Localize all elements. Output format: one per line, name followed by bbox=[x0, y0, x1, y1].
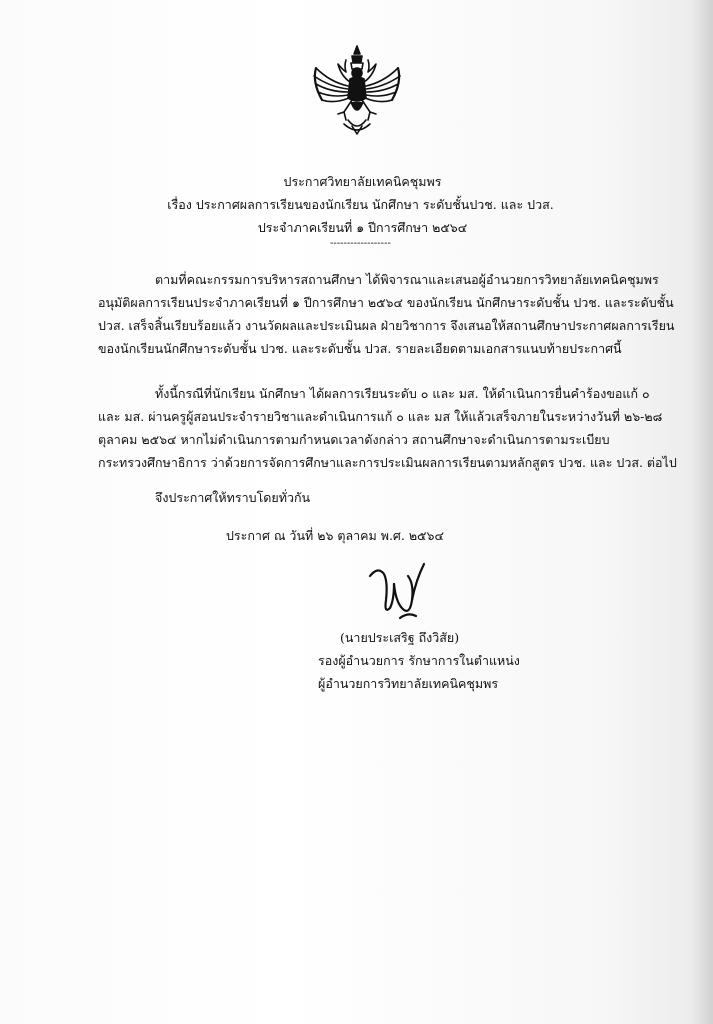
announcement-title: ประกาศวิทยาลัยเทคนิคชุมพร bbox=[283, 174, 442, 189]
header-divider: ------------------ bbox=[330, 238, 391, 249]
paragraph-2-line-4: กระทรวงศึกษาธิการ ว่าด้วยการจัดการศึกษาและการประเมินผลการเรียนตามหลักสูตร ปวช. และ ปวส. ต่อไป bbox=[98, 455, 677, 470]
signatory-position: รองผู้อำนวยการ รักษาการในตำแหน่ง bbox=[318, 653, 520, 668]
announcement-term: ประจำภาคเรียนที่ ๑ ปีการศึกษา ๒๕๖๔ bbox=[257, 220, 468, 235]
paragraph-1-line-4: ของนักเรียนนักศึกษาระดับชั้น ปวช. และระดับชั้น ปวส. รายละเอียดตามเอกสารแนบท้ายประกาศนี้ bbox=[98, 341, 622, 356]
signatory-name: (นายประเสริฐ ถึงวิสัย) bbox=[340, 630, 460, 645]
signatory-title: ผู้อำนวยการวิทยาลัยเทคนิคชุมพร bbox=[318, 676, 499, 691]
paragraph-1-line-3: ปวส. เสร็จสิ้นเรียบร้อยแล้ว งานวัดผลและประเมินผล ฝ่ายวิชาการ จึงเสนอให้สถานศึกษาประกาศผลการเรียน bbox=[98, 318, 675, 333]
closing-statement: จึงประกาศให้ทราบโดยทั่วกัน bbox=[155, 490, 311, 505]
page-edge-shadow bbox=[691, 0, 713, 1024]
announcement-subject: เรื่อง ประกาศผลการเรียนของนักเรียน นักศึกษา ระดับชั้นปวช. และ ปวส. bbox=[167, 197, 554, 212]
paragraph-2-line-2: และ มส. ผ่านครูผู้สอนประจำรายวิชาและดำเนินการแก้ ๐ และ มส ให้แล้วเสร็จภายในระหว่างวันที่ ๒๖-๒๘ bbox=[98, 409, 663, 424]
paragraph-1-line-2: อนุมัติผลการเรียนประจำภาคเรียนที่ ๑ ปีการศึกษา ๒๕๖๔ ของนักเรียน นักศึกษาระดับชั้น ปวช. และระดับชั้น bbox=[98, 295, 674, 310]
garuda-emblem-icon bbox=[308, 42, 406, 138]
paragraph-2-line-3: ตุลาคม ๒๕๖๔ หากไม่ดำเนินการตามกำหนดเวลาดังกล่าว สถานศึกษาจะดำเนินการตามระเบียบ bbox=[98, 432, 610, 447]
paragraph-2-line-1: ทั้งนี้กรณีที่นักเรียน นักศึกษา ได้ผลการเรียนระดับ ๐ และ มส. ให้ดำเนินการยื่นคำร้องขอแก้ ๐ bbox=[155, 386, 650, 401]
announcement-date: ประกาศ ณ วันที่ ๒๖ ตุลาคม พ.ศ. ๒๕๖๔ bbox=[226, 528, 444, 543]
paragraph-1-line-1: ตามที่คณะกรรมการบริหารสถานศึกษา ได้พิจารณาและเสนอผู้อำนวยการวิทยาลัยเทคนิคชุมพร bbox=[155, 272, 659, 287]
handwritten-signature bbox=[364, 560, 428, 622]
